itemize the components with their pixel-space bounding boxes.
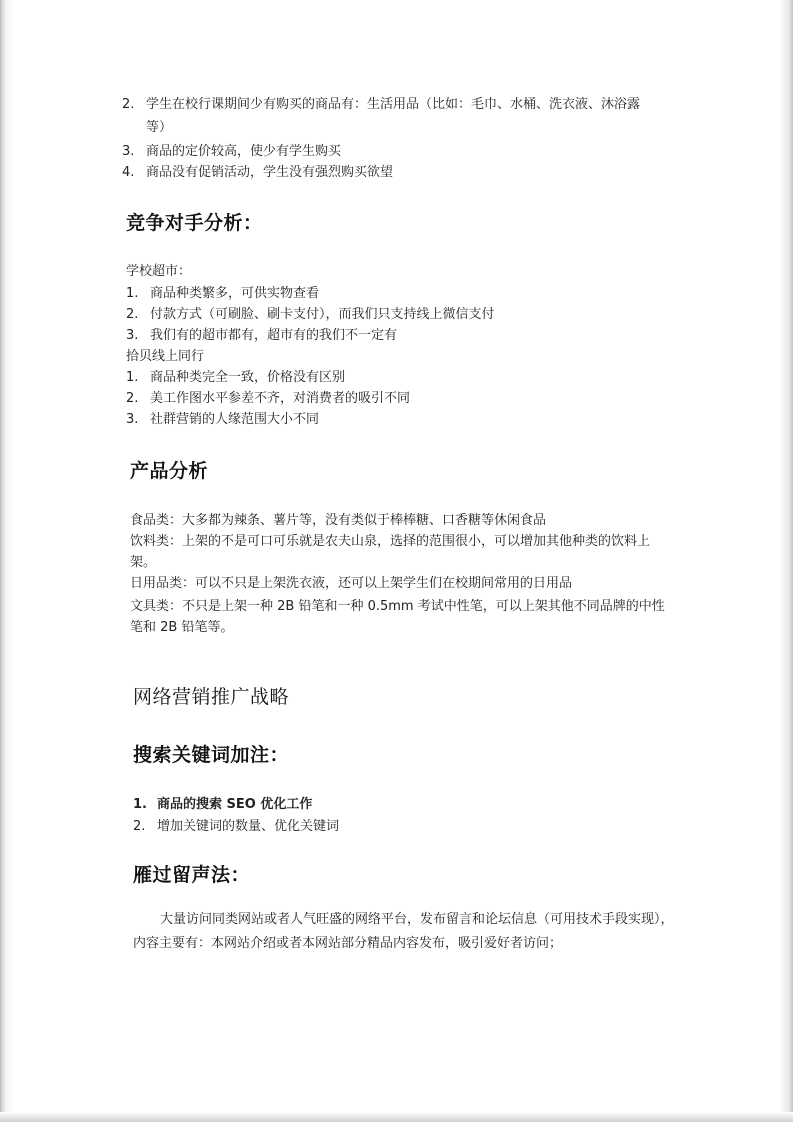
list-item-continuation: 等） <box>146 120 173 135</box>
list-item <box>133 795 312 815</box>
product-food: 食品类：大多都为辣条、薯片等，没有类似于棒棒糖、口香糖等休闲食品 <box>130 513 547 528</box>
section-heading-keywords: 搜索关键词加注： <box>133 744 290 766</box>
list-item <box>133 817 339 837</box>
subsection-label-school-market: 学校超市： <box>126 264 192 279</box>
list-item <box>126 389 410 409</box>
section-heading-competitor: 竞争对手分析： <box>126 212 263 234</box>
product-stationery-line-1: 文具类：不只是上架一种 2B 铅笔和一种 0.5mm 考试中性笔，可以上架其他不同品牌的中性 <box>130 599 665 614</box>
list-text: 学生在校行课期间少有购买的商品有：生活用品（比如：毛巾、水桶、洗衣液、沐浴露 <box>146 97 641 112</box>
paragraph-line-2: 内容主要有：本网站介绍或者本网站部分精品内容发布，吸引爱好者访问； <box>133 936 563 951</box>
section-heading-product: 产品分析 <box>130 460 209 482</box>
scan-shadow-right <box>779 0 793 1122</box>
list-text: 商品种类繁多，可供实物查看 <box>150 286 320 301</box>
list-text: 付款方式（可刷脸、刷卡支付），而我们只支持线上微信支付 <box>150 307 495 322</box>
list-item <box>126 368 345 388</box>
list-item <box>126 410 319 430</box>
list-text: 商品种类完全一致，价格没有区别 <box>150 370 346 385</box>
list-number: 2. <box>122 97 135 112</box>
list-number: 4. <box>122 165 135 180</box>
list-text: 商品没有促销活动，学生没有强烈购买欲望 <box>146 165 394 180</box>
product-drink-line-1: 饮料类：上架的不是可口可乐就是农夫山泉，选择的范围很小，可以增加其他种类的饮料上 <box>130 534 651 549</box>
section-heading-goose: 雁过留声法： <box>133 864 251 886</box>
list-number: 3. <box>126 412 139 427</box>
list-text: 商品的搜索 SEO 优化工作 <box>157 797 313 812</box>
list-number: 1. <box>126 286 139 301</box>
list-text: 商品的定价较高，使少有学生购买 <box>146 144 342 159</box>
list-item <box>126 326 397 346</box>
list-text: 美工作图水平参差不齐，对消费者的吸引不同 <box>150 391 411 406</box>
list-item <box>122 95 640 115</box>
product-daily: 日用品类：可以不只是上架洗衣液，还可以上架学生们在校期间常用的日用品 <box>130 576 573 591</box>
list-number: 2. <box>126 307 139 322</box>
product-stationery-line-2: 笔和 2B 铅笔等。 <box>130 620 234 635</box>
paragraph-line-1: 大量访问同类网站或者人气旺盛的网络平台，发布留言和论坛信息（可用技术手段实现）， <box>160 912 674 927</box>
scan-shadow-bottom <box>0 1112 793 1122</box>
list-item <box>122 163 393 183</box>
list-number: 3. <box>126 328 139 343</box>
list-number: 3. <box>122 144 135 159</box>
list-number: 1. <box>126 370 139 385</box>
list-item <box>122 142 341 162</box>
product-drink-line-2: 架。 <box>130 555 157 570</box>
list-item <box>126 305 495 325</box>
list-item <box>126 284 319 304</box>
subsection-label-online-peer: 拾贝线上同行 <box>126 349 205 364</box>
list-text: 我们有的超市都有，超市有的我们不一定有 <box>150 328 398 343</box>
list-number: 2. <box>133 819 146 834</box>
section-heading-strategy: 网络营销推广战略 <box>133 686 290 708</box>
list-text: 社群营销的人缘范围大小不同 <box>150 412 320 427</box>
list-number: 1. <box>133 797 147 812</box>
list-number: 2. <box>126 391 139 406</box>
list-text: 增加关键词的数量、优化关键词 <box>157 819 340 834</box>
scan-shadow-left <box>0 0 44 1122</box>
